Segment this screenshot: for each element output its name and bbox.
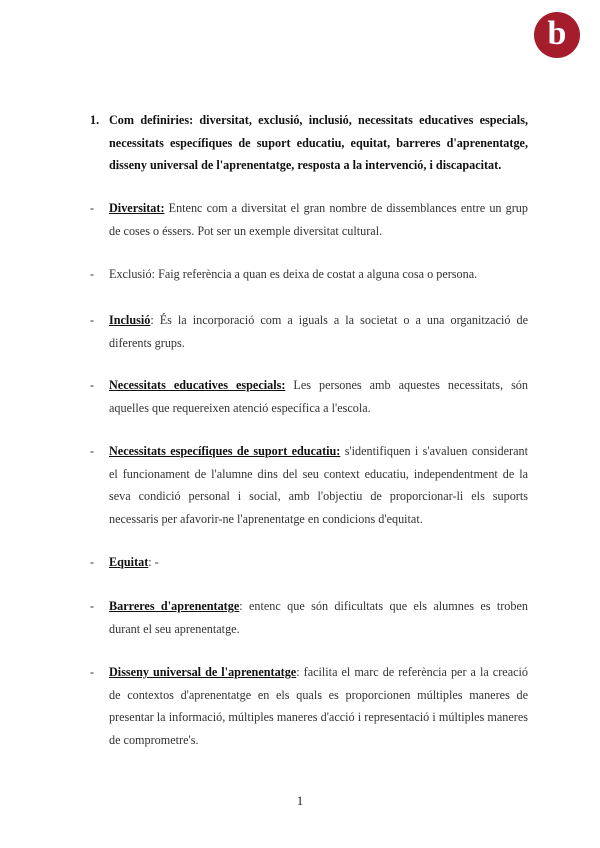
definition-text: : És la incorporació com a iguals a la societat o a una organització de diferents grups. bbox=[109, 313, 528, 350]
definition-term: Diversitat: bbox=[109, 201, 165, 215]
definition-text: : - bbox=[148, 555, 159, 569]
definition-item-nese bbox=[90, 440, 528, 530]
list-dash: - bbox=[90, 444, 95, 458]
list-dash: - bbox=[90, 555, 95, 569]
question-number: 1. bbox=[90, 113, 100, 127]
brand-logo bbox=[534, 12, 580, 58]
list-dash: - bbox=[90, 599, 95, 613]
definition-item-barreres bbox=[90, 595, 528, 640]
definition-item-inclusio bbox=[90, 309, 528, 354]
definition-body bbox=[109, 374, 528, 419]
definition-body bbox=[109, 263, 528, 286]
definition-term: Inclusió bbox=[109, 313, 151, 327]
definition-item-nee bbox=[90, 374, 528, 419]
definition-body bbox=[109, 661, 528, 751]
definition-term: Necessitats educatives especials: bbox=[109, 378, 286, 392]
list-dash: - bbox=[90, 267, 95, 281]
definition-body bbox=[109, 309, 528, 354]
list-dash: - bbox=[90, 201, 95, 215]
definition-text: Exclusió: Faig referència a quan es deixa de costat a alguna cosa o persona. bbox=[109, 267, 478, 281]
definition-text: Entenc com a diversitat el gran nombre de dissemblances entre un grup de coses o éssers. Pot ser un exemple diversitat cultural. bbox=[109, 201, 528, 238]
list-dash: - bbox=[90, 313, 95, 327]
definition-body bbox=[109, 440, 528, 530]
definition-item-diversitat bbox=[90, 197, 528, 242]
definition-item-equitat bbox=[90, 551, 528, 574]
question-text: Com definiries: diversitat, exclusió, inclusió, necessitats educatives especials, necessitats específiques de suport educatiu, equitat, barreres d'aprenentatge, disseny universal de l'aprenentatge, resposta a la intervenció, i discapacitat. bbox=[109, 113, 528, 172]
definition-body bbox=[109, 197, 528, 242]
definition-term: Equitat bbox=[109, 555, 149, 569]
logo-letter: b bbox=[547, 15, 567, 52]
list-dash: - bbox=[90, 665, 95, 679]
definition-text: Les persones amb aquestes necessitats, són aquelles que requereixen atenció específica a l'escola. bbox=[109, 378, 528, 415]
definition-item-exclusio bbox=[90, 263, 528, 286]
definition-term: Barreres d'aprenentatge bbox=[109, 599, 240, 613]
definition-text: s'identifiquen i s'avaluen considerant el funcionament de l'alumne dins del seu context educatiu, independentment de la seva condició personal i social, amb l'objectiu de proporcionar-li els suports necessaris per afavorir-ne l'aprenentatge en condicions d'equitat. bbox=[109, 444, 528, 526]
definition-text: : entenc que són dificultats que els alumnes es troben durant el seu aprenentatge. bbox=[109, 599, 528, 636]
question-heading bbox=[90, 109, 528, 177]
definition-term: Necessitats específiques de suport educatiu: bbox=[109, 444, 341, 458]
definition-text: : facilita el marc de referència per a la creació de contextos d'aprenentatge en els quals es proporcionen múltiples maneres de presentar la informació, múltiples maneres d'acció i representació i múltiples maneres de comprometre's. bbox=[109, 665, 528, 747]
definition-body bbox=[109, 551, 528, 574]
definition-body bbox=[109, 595, 528, 640]
list-dash: - bbox=[90, 378, 95, 392]
definition-term: Disseny universal de l'aprenentatge bbox=[109, 665, 297, 679]
definition-item-disseny bbox=[90, 661, 528, 751]
page-number: 1 bbox=[296, 793, 304, 808]
